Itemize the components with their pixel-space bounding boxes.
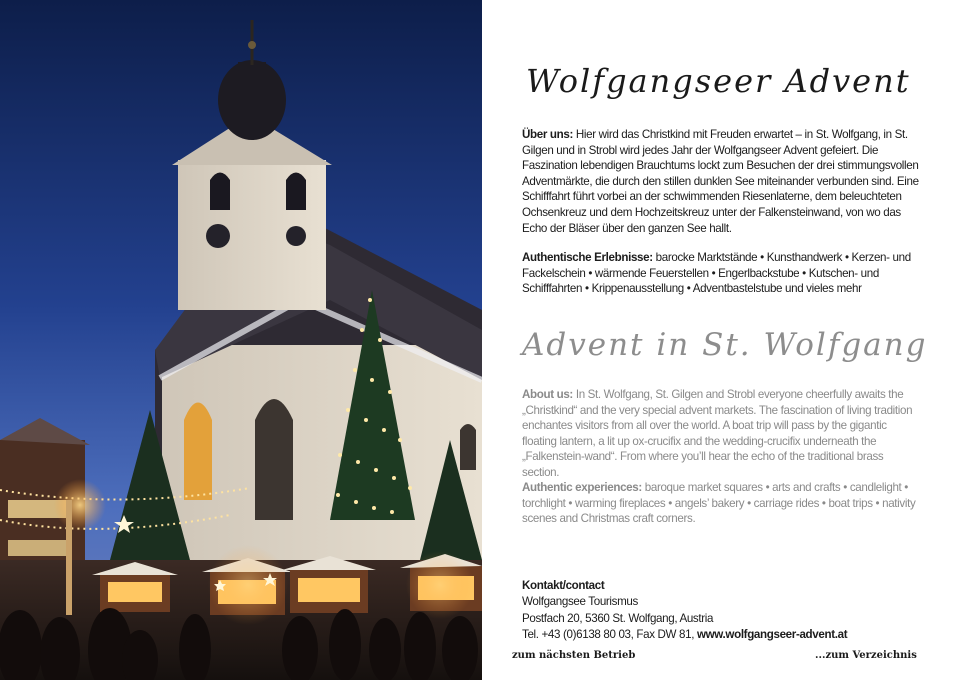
experiences-en — [522, 480, 922, 527]
about-de — [522, 127, 922, 236]
experiences-de-label: Authentische Erlebnisse: — [522, 251, 653, 264]
text-panel — [482, 0, 961, 680]
about-en — [522, 387, 922, 481]
website-link[interactable]: www.wolfgangseer-advent.at — [696, 628, 848, 642]
contact-block — [522, 578, 847, 644]
about-de-text: Hier wird das Christkind mit Freuden erwartet – in St. Wolfgang, in St. Gilgen und in Strobl wird jedes Jahr der Wolfgangseer Advent gefeiert. Die Faszination lebendigen Brauchtums lockt zum Besuchen der drei stimmungsvollen Adventmärkte, die durch den stillen dunklen See miteinander verbunden sind. Eine Schifffahrt führt vorbei an der schwimmenden Riesenlaterne, dem beleuchteten Ochsenkreuz und dem Hochzeitskreuz unter der Falkensteinwand, von wo das Echo der Bläser über den ganzen See hallt. — [522, 128, 919, 235]
about-de-label: Über uns: — [522, 128, 573, 141]
heading-en: Advent in St. Wolfgang — [522, 327, 928, 363]
heading-de: Wolfgangseer Advent — [526, 62, 911, 100]
experiences-de — [522, 250, 922, 297]
about-en-label: About us: — [522, 388, 573, 401]
contact-heading: Kontakt/contact — [522, 579, 605, 592]
experiences-en-text: baroque market squares • arts and crafts • candlelight • torchlight • warming fireplaces • angels’ bakery • carriage rides • boat trips • nativity scenes and Christmas craft corners. — [522, 481, 916, 526]
contact-org: Wolfgangsee Tourismus — [522, 595, 638, 609]
about-en-text: In St. Wolfgang, St. Gilgen and Strobl everyone cheerfully awaits the „Christkind“ and the very special advent markets. The fascination of living tradition enchantes visitors from all over the world. A boat trip will pass by the gigantic floating lantern, a lit up ox-crucifix and the wedding-crucifix underneath the „Falkenstein-wand“. From where you’ll hear the echo of the traditional brass section. — [522, 388, 913, 479]
directory-link[interactable]: ...zum Verzeichnis — [815, 650, 917, 661]
contact-phone: Tel. +43 (0)6138 80 03, Fax DW 81, — [522, 628, 697, 642]
experiences-de-text: barocke Marktstände • Kunsthandwerk • Kerzen- und Fackelschein • wärmende Feuerstellen • Engerlbackstube • Kutschen- und Schifffahrten • Krippenausstellung • Adventbastelstube und vieles mehr — [522, 251, 911, 296]
contact-address: Postfach 20, 5360 St. Wolfgang, Austria — [522, 611, 714, 625]
contact-phone-line — [522, 627, 847, 643]
experiences-en-label: Authentic experiences: — [522, 481, 642, 494]
next-business-link[interactable]: zum nächsten Betrieb — [512, 650, 636, 661]
